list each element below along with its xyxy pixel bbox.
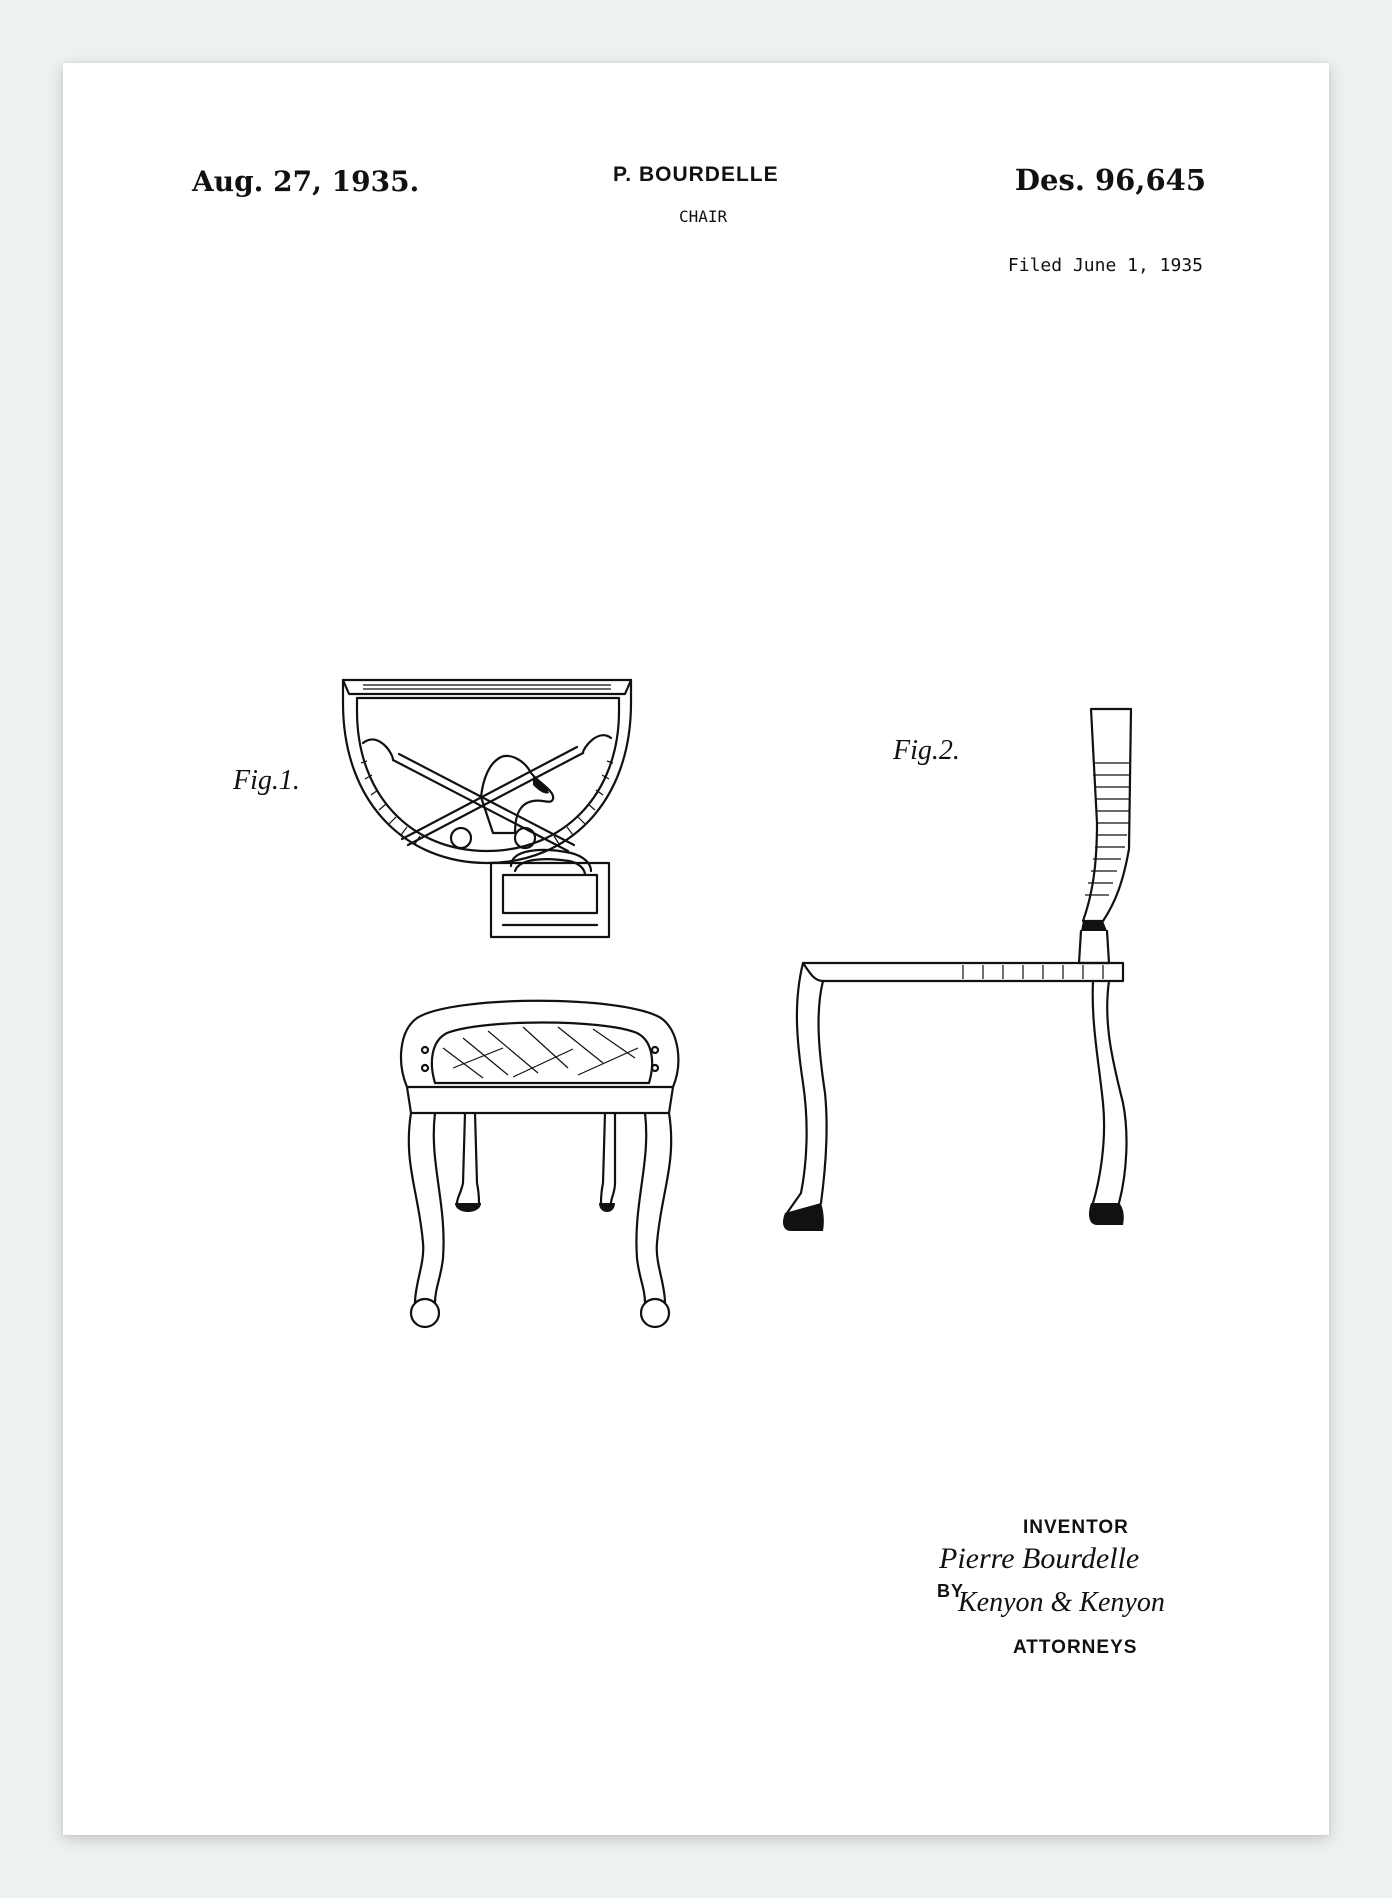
inventor-header: P. BOURDELLE — [613, 163, 779, 186]
inventor-label: INVENTOR — [1023, 1517, 1129, 1538]
chair-side-view — [783, 709, 1131, 1231]
by-label: BY — [937, 1581, 965, 1601]
chair-front-view — [343, 680, 678, 1327]
figure-1-label: Fig.1. — [233, 765, 300, 796]
figure-2-label: Fig.2. — [893, 735, 960, 766]
patent-number: Des. 96,645 — [1014, 163, 1206, 197]
attorneys-label: ATTORNEYS — [1013, 1637, 1138, 1658]
attorney-signature: Kenyon & Kenyon — [958, 1587, 1165, 1618]
inventor-signature: Pierre Bourdelle — [939, 1542, 1140, 1575]
patent-sheet — [63, 63, 1329, 1835]
filed-date: Filed June 1, 1935 — [1007, 255, 1203, 276]
invention-title: CHAIR — [679, 207, 728, 226]
patent-date: Aug. 27, 1935. — [192, 165, 420, 198]
